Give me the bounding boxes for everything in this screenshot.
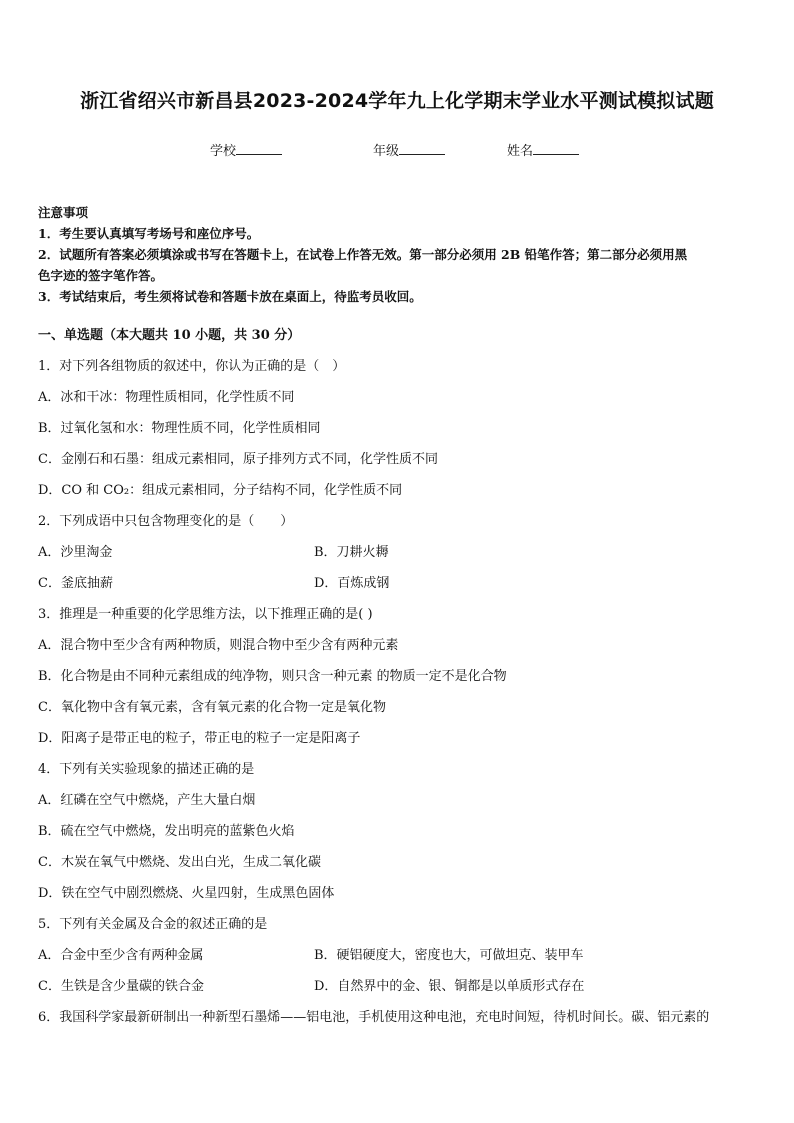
option-c[interactable]: C．釜底抽薪 — [38, 576, 113, 591]
question-stem: 3．推理是一种重要的化学思维方法，以下推理正确的是( ) — [38, 607, 373, 622]
options-row — [38, 975, 756, 999]
option-a[interactable]: A．红磷在空气中燃烧，产生大量白烟 — [38, 793, 256, 808]
name-label: 姓名 — [507, 144, 534, 159]
grade-blank[interactable] — [399, 141, 445, 155]
option-c[interactable]: C．金刚石和石墨：组成元素相同，原子排列方式不同，化学性质不同 — [38, 452, 438, 467]
note-item: 2．试题所有答案必须填涂或书写在答题卡上，在试卷上作答无效。第一部分必须用 2B 铅笔作答；第二部分必须用黑 — [38, 247, 688, 262]
student-info-row — [0, 140, 794, 160]
note-item: 1．考生要认真填写考场号和座位序号。 — [38, 226, 260, 241]
option-d[interactable]: D．CO 和 CO₂：组成元素相同，分子结构不同，化学性质不同 — [38, 483, 403, 498]
exam-notes — [38, 202, 756, 307]
note-item: 色字迹的签字笔作答。 — [38, 268, 164, 283]
option-b[interactable]: B．过氧化氢和水：物理性质不同，化学性质相同 — [38, 421, 321, 436]
question-stem: 2．下列成语中只包含物理变化的是（ ） — [38, 514, 294, 529]
option-b[interactable]: B．刀耕火耨 — [314, 545, 389, 560]
note-item: 3．考试结束后，考生须将试卷和答题卡放在桌面上，待监考员收回。 — [38, 289, 422, 304]
option-d[interactable]: D．阳离子是带正电的粒子，带正电的粒子一定是阳离子 — [38, 731, 361, 746]
options-row — [38, 541, 756, 565]
grade-field[interactable] — [373, 140, 445, 159]
school-blank[interactable] — [236, 141, 282, 155]
school-label: 学校 — [210, 144, 237, 159]
options-row — [38, 572, 756, 596]
option-c[interactable]: C．木炭在氧气中燃烧、发出白光，生成二氧化碳 — [38, 855, 321, 870]
question-4 — [38, 758, 756, 906]
option-d[interactable]: D．铁在空气中剧烈燃烧、火星四射，生成黑色固体 — [38, 886, 335, 901]
option-c[interactable]: C．生铁是含少量碳的铁合金 — [38, 979, 204, 994]
question-stem: 6．我国科学家最新研制出一种新型石墨烯——铝电池，手机使用这种电池，充电时间短，待机时间长。碳、铝元素的 — [38, 1010, 710, 1025]
option-a[interactable]: A．混合物中至少含有两种物质，则混合物中至少含有两种元素 — [38, 638, 399, 653]
question-stem: 5．下列有关金属及合金的叙述正确的是 — [38, 917, 268, 932]
option-d[interactable]: D．百炼成钢 — [314, 576, 390, 591]
option-b[interactable]: B．硬铝硬度大，密度也大，可做坦克、装甲车 — [314, 948, 584, 963]
option-b[interactable]: B．化合物是由不同种元素组成的纯净物，则只含一种元素 的物质一定不是化合物 — [38, 669, 507, 684]
notes-heading: 注意事项 — [38, 205, 89, 220]
option-c[interactable]: C．氧化物中含有氧元素，含有氧元素的化合物一定是氧化物 — [38, 700, 386, 715]
question-3 — [38, 603, 756, 751]
question-stem: 1．对下列各组物质的叙述中，你认为正确的是（ ） — [38, 359, 346, 374]
options-row — [38, 944, 756, 968]
name-blank[interactable] — [533, 141, 579, 155]
option-d[interactable]: D．自然界中的金、银、铜都是以单质形式存在 — [314, 979, 585, 994]
single-choice-section — [38, 324, 756, 1037]
question-6 — [38, 1006, 756, 1030]
option-a[interactable]: A．合金中至少含有两种金属 — [38, 948, 204, 963]
option-a[interactable]: A．沙里淘金 — [38, 545, 113, 560]
school-field[interactable] — [210, 140, 282, 159]
question-1 — [38, 355, 756, 503]
name-field[interactable] — [507, 140, 579, 159]
option-a[interactable]: A．冰和干冰：物理性质相同，化学性质不同 — [38, 390, 295, 405]
option-b[interactable]: B．硫在空气中燃烧，发出明亮的蓝紫色火焰 — [38, 824, 295, 839]
section-title: 一、单选题（本大题共 10 小题，共 30 分） — [38, 328, 301, 343]
page-title: 浙江省绍兴市新昌县2023-2024学年九上化学期末学业水平测试模拟试题 — [80, 90, 714, 112]
question-2 — [38, 510, 756, 596]
question-stem: 4．下列有关实验现象的描述正确的是 — [38, 762, 255, 777]
grade-label: 年级 — [373, 144, 400, 159]
question-5 — [38, 913, 756, 999]
